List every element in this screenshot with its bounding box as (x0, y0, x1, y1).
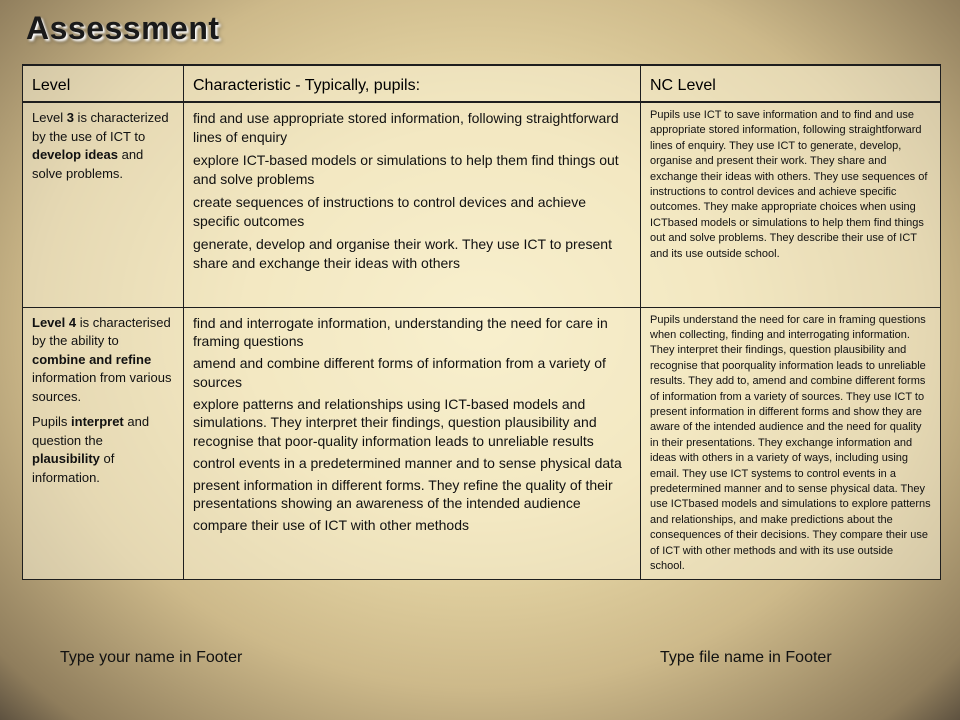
header-characteristic: Characteristic - Typically, pupils: (184, 65, 641, 102)
level-3-summary: Level 3 is characterized by the use of ICT to develop ideas and solve problems. (32, 110, 169, 181)
level-4-characteristic: compare their use of ICT with other methods (193, 517, 469, 533)
level-3-nc-text: Pupils use ICT to save information and to find and use appropriate stored information, following straightforward lines of enquiry. They use ICT to generate, develop, organise and present their work. They share and exchange their ideas with others. They use sequences of instructions to control devices and achieve specific outcomes. They make appropriate choices when using ICTbased models or simulations to help them find things out and solve problems. They describe their use of ICT and its use outside school. (650, 109, 928, 260)
level-3-characteristics (184, 102, 641, 307)
level-4-characteristic: amend and combine different forms of information from a variety of sources (193, 355, 606, 390)
header-nc-level: NC Level (641, 65, 941, 102)
level-4-nc (641, 307, 941, 580)
table-row-level-3 (23, 102, 941, 307)
level-4-characteristic: control events in a predetermined manner and to sense physical data (193, 454, 622, 471)
footer-filename-placeholder: Type file name in Footer (660, 649, 832, 666)
footer-name-placeholder: Type your name in Footer (60, 649, 243, 666)
header-level: Level (23, 65, 184, 102)
page-title: Assessment (26, 10, 220, 46)
level-3-characteristic: generate, develop and organise their work. They use ICT to present share and exchange their ideas with others (193, 236, 612, 271)
level-3-description (23, 102, 184, 307)
level-4-characteristic: explore patterns and relationships using ICT-based models and simulations. They interpret their findings, question plausibility and recognise that poor-quality information leads to unreliable results (193, 395, 597, 449)
level-3-nc (641, 102, 941, 307)
level-4-characteristic: find and interrogate information, understanding the need for care in framing questions (193, 314, 608, 349)
table-header-row (23, 65, 941, 102)
level-4-characteristic: present information in different forms. They refine the quality of their presentations showing an awareness of the intended audience (193, 476, 613, 511)
level-4-description (23, 307, 184, 580)
level-3-characteristic: explore ICT-based models or simulations to help them find things out and solve problems (193, 152, 619, 187)
assessment-table (22, 64, 941, 580)
table-row-level-4 (23, 307, 941, 580)
level-4-nc-text: Pupils understand the need for care in framing questions when collecting, finding and interrogating information. They interpret their findings, question plausibility and recognise that poorquality information leads to unreliable results. They add to, amend and combine different forms of information from a variety of sources. They use ICT to present information in different forms and show they are aware of the intended audience and the need for quality in their presentations. They exchange information and ideas with others in a variety of ways, including using email. They use ICT systems to control events in a predetermined manner and to sense physical data. They use ICTbased models and simulations to explore patterns and relationships, and make predictions about the consequences of their decisions. They compare their use of ICT with other methods and with its use outside school. (650, 313, 931, 572)
level-4-characteristics (184, 307, 641, 580)
level-3-characteristic: create sequences of instructions to control devices and achieve specific outcomes (193, 194, 587, 229)
level-4-pupils-note: Pupils interpret and question the plausibility of information. (32, 414, 150, 485)
level-3-characteristic: find and use appropriate stored information, following straightforward lines of enquiry (193, 110, 619, 145)
level-4-summary: Level 4 is characterised by the ability to combine and refine information from various sources. (32, 314, 172, 404)
